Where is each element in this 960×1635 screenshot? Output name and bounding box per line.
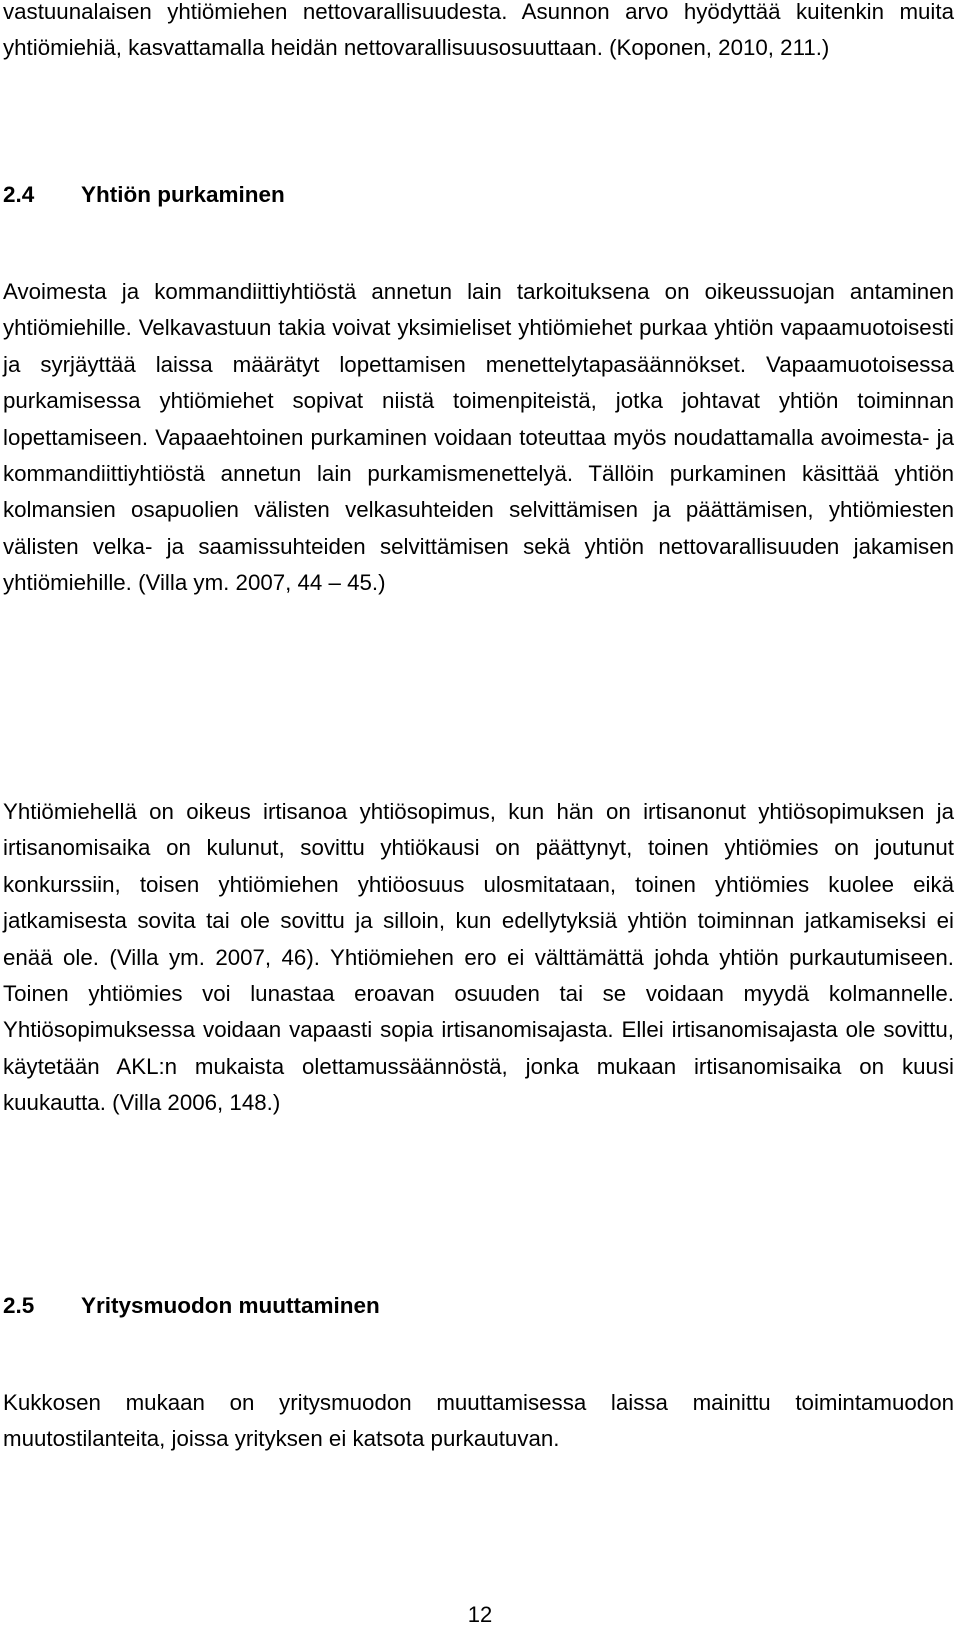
page-number: 12 <box>467 1602 493 1627</box>
section-number: 2.4 <box>3 182 35 207</box>
section-heading-2-4 <box>3 177 285 213</box>
paragraph-termination: Yhtiömiehellä on oikeus irtisanoa yhtiösopimus, kun hän on irtisanonut yhtiösopimuksen ja irtisanomisaika on kulunut, sovittu yhtiökausi on päättynyt, toinen yhtiömies on joutunut konkurssiin, toisen yhtiömiehen yhtiöosuus ulosmitataan, toinen yhtiömies kuolee eikä jatkamisesta sovita tai ole sovittu ja silloin, kun edellytyksiä yhtiön toiminnan jatkamiseksi ei enää ole. (Villa ym. 2007, 46). Yhtiömiehen ero ei välttämättä johda yhtiön purkautumiseen. Toinen yhtiömies voi lunastaa eroavan osuuden tai se voidaan myydä kolmannelle. Yhtiösopimuksessa voidaan vapaasti sopia irtisanomisajasta. Ellei irtisanomisajasta ole sovittu, käytetään AKL:n mukaista olettamussäännöstä, jonka mukaan irtisanomisaika on kuusi kuukautta. (Villa 2006, 148.) <box>3 799 954 1116</box>
section-heading-2-5 <box>3 1288 380 1324</box>
section-title: Yhtiön purkaminen <box>81 182 285 207</box>
paragraph-dissolution: Avoimesta ja kommandiittiyhtiöstä annetun lain tarkoituksena on oikeussuojan antaminen yhtiömiehille. Velkavastuun takia voivat yksimieliset yhtiömiehet purkaa yhtiön vapaamuotoisesti ja syrjäyttää laissa määrätyt lopettamisen menettelytapasäännökset. Vapaamuotoisessa purkamisessa yhtiömiehet sopivat niistä toimenpiteistä, jotka johtavat yhtiön toiminnan lopettamiseen. Vapaaehtoinen purkaminen voidaan toteuttaa myös noudattamalla avoimesta- ja kommandiittiyhtiöstä annetun lain purkamismenettelyä. Tällöin purkaminen käsittää yhtiön kolmansien osapuolien välisten velkasuhteiden selvittämisen ja päättämisen, yhtiömiesten välisten velka- ja saamissuhteiden selvittämisen sekä yhtiön nettovarallisuuden jakamisen yhtiömiehille. (Villa ym. 2007, 44 – 45.) <box>3 279 954 596</box>
paragraph-intro: vastuunalaisen yhtiömiehen nettovarallisuudesta. Asunnon arvo hyödyttää kuitenkin muita yhtiömiehiä, kasvattamalla heidän nettovarallisuusosuuttaan. (Koponen, 2010, 211.) <box>3 0 954 61</box>
paragraph-conversion: Kukkosen mukaan on yritysmuodon muuttamisessa laissa mainittu toimintamuodon muutostilanteita, joissa yrityksen ei katsota purkautuvan. <box>3 1390 954 1452</box>
section-number: 2.5 <box>3 1293 35 1318</box>
section-title: Yritysmuodon muuttaminen <box>81 1293 380 1318</box>
